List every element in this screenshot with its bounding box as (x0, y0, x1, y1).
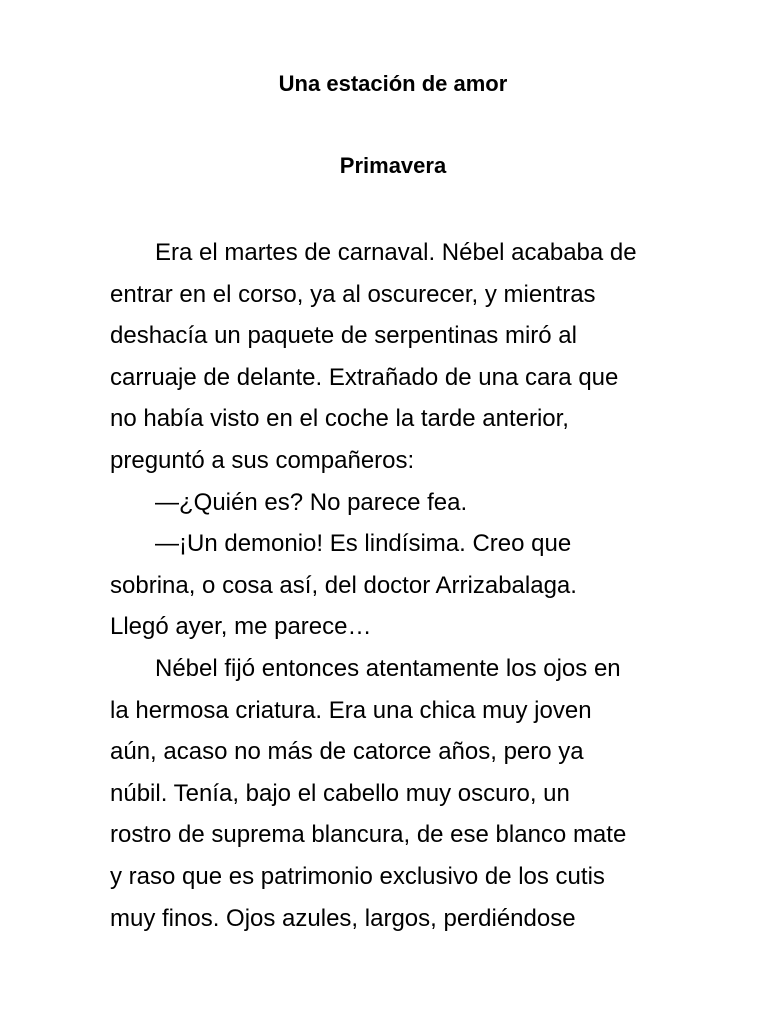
text-line: núbil. Tenía, bajo el cabello muy oscuro, un (110, 779, 570, 807)
section-heading: Primavera (339, 153, 447, 178)
text-line: Era el martes de carnaval. Nébel acababa de (155, 239, 637, 266)
text-line: sobrina, o cosa así, del doctor Arrizabalaga. (110, 571, 577, 599)
text-line: y raso que es patrimonio exclusivo de los cutis (110, 862, 605, 890)
text-line: aún, acaso no más de catorce años, pero ya (110, 738, 584, 766)
document-title: Una estación de amor (278, 71, 508, 96)
text-line: preguntó a sus compañeros: (110, 446, 415, 474)
text-line: no había visto en el coche la tarde anterior, (110, 405, 569, 433)
text-line: Nébel fijó entonces atentamente los ojos en (155, 654, 621, 682)
text-line: muy finos. Ojos azules, largos, perdiéndose (110, 904, 576, 932)
text-line: entrar en el corso, ya al oscurecer, y mientras (110, 280, 596, 308)
text-line: la hermosa criatura. Era una chica muy joven (110, 696, 592, 724)
text-line: Llegó ayer, me parece… (110, 613, 372, 641)
dialogue-line: —¡Un demonio! Es lindísima. Creo que (155, 530, 572, 558)
dialogue-line: —¿Quién es? No parece fea. (155, 488, 468, 516)
text-line: deshacía un paquete de serpentinas miró al (110, 322, 577, 350)
body-text (110, 232, 690, 939)
text-line: carruaje de delante. Extrañado de una cara que (110, 363, 619, 391)
text-line: rostro de suprema blancura, de ese blanco mate (110, 821, 627, 849)
